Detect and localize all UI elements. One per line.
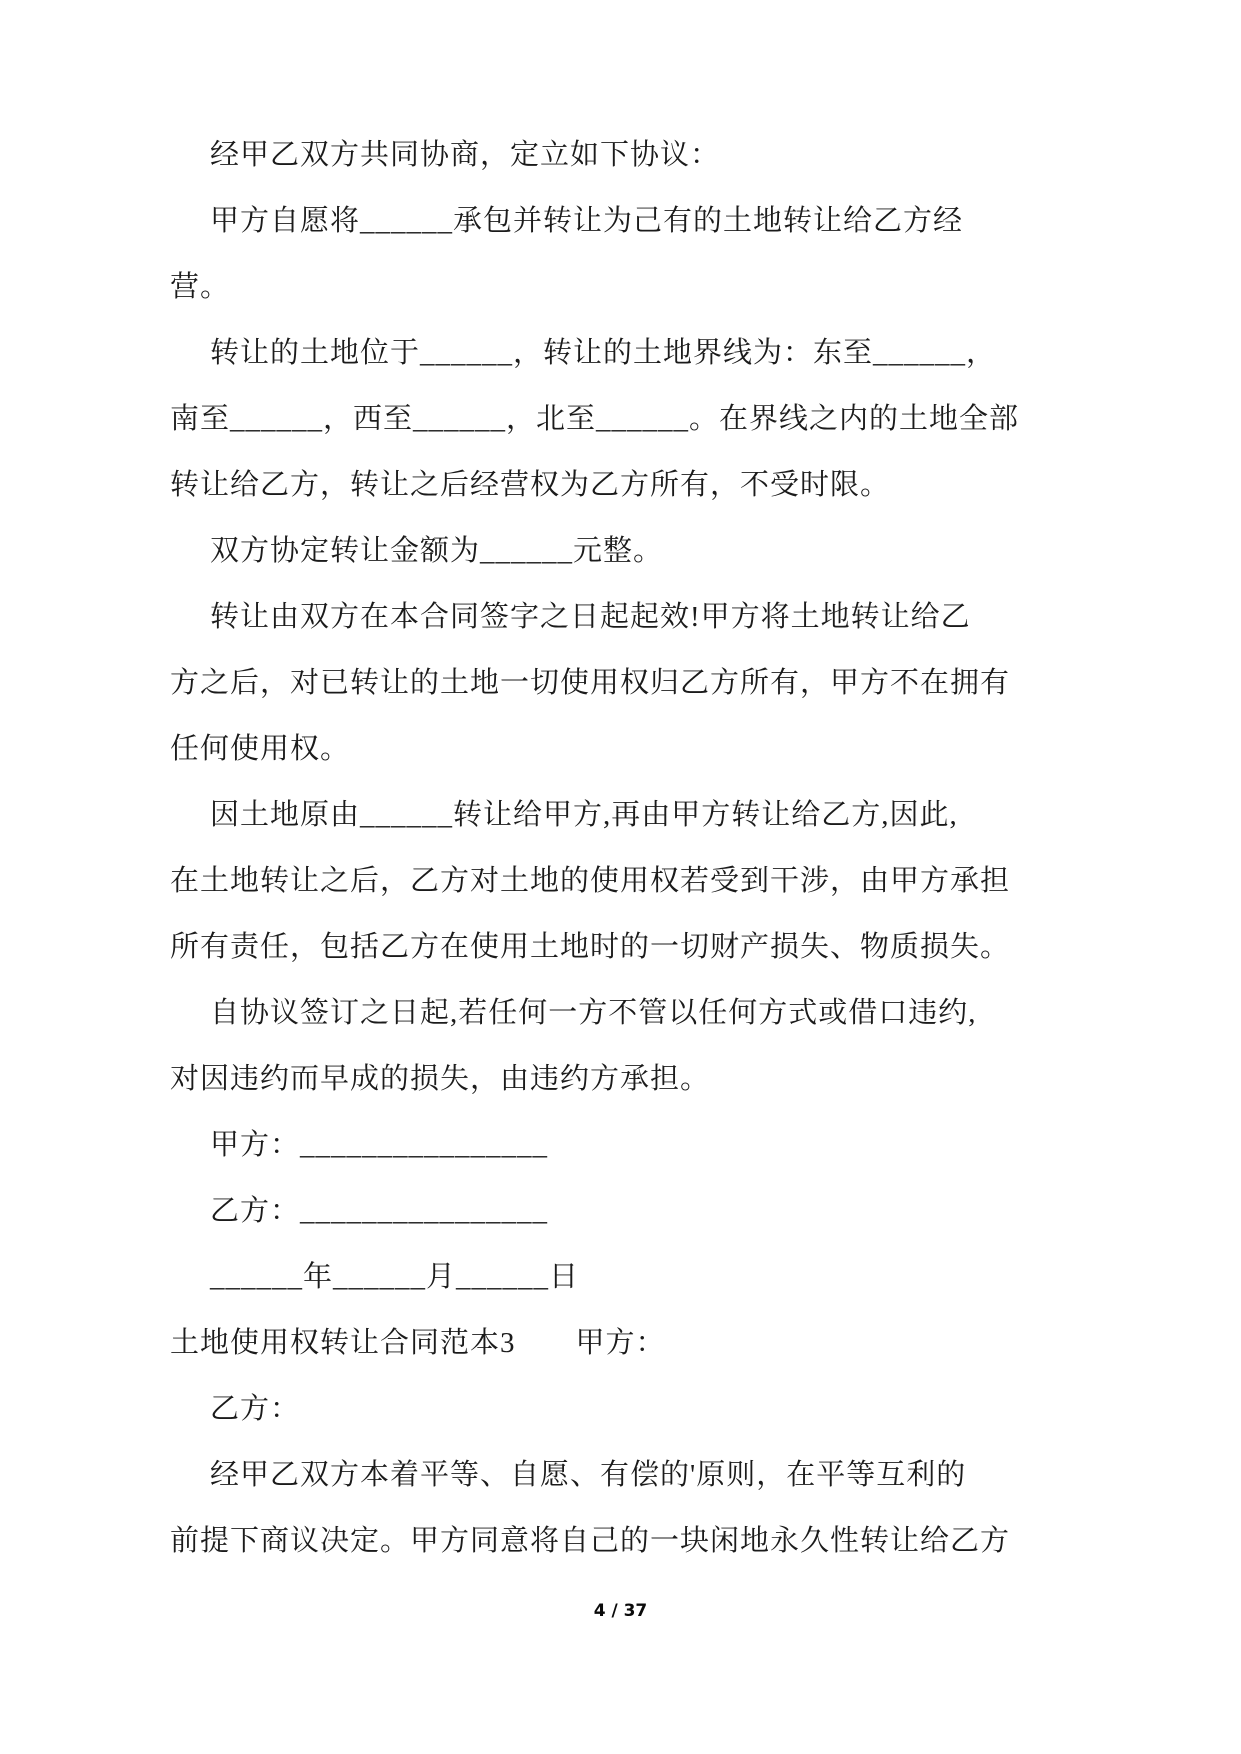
contract-line: 方之后，对已转让的土地一切使用权归乙方所有，甲方不在拥有 (170, 667, 1011, 699)
contract-line: 甲方自愿将______承包并转让为己有的土地转让给乙方经 (210, 205, 964, 237)
contract-line: 转让给乙方，转让之后经营权为乙方所有，不受时限。 (170, 469, 891, 501)
party-a-signature-line: 甲方：________________ (210, 1129, 549, 1161)
contract-line: 所有责任，包括乙方在使用土地时的一切财产损失、物质损失。 (170, 931, 1011, 963)
contract-line: 因土地原由______转让给甲方,再由甲方转让给乙方,因此, (210, 799, 958, 831)
contract-line: 南至______，西至______，北至______。在界线之内的土地全部 (170, 403, 1020, 435)
page-number: 4 / 37 (593, 1601, 648, 1621)
contract-line: 前提下商议决定。甲方同意将自己的一块闲地永久性转让给乙方 (170, 1525, 1011, 1557)
section-title: 土地使用权转让合同范本3 甲方： (170, 1327, 666, 1359)
contract-line: 经甲乙双方本着平等、自愿、有偿的'原则，在平等互利的 (210, 1459, 967, 1491)
contract-line: 乙方： (210, 1393, 301, 1425)
contract-line: 任何使用权。 (170, 733, 351, 765)
contract-body (170, 122, 1020, 1574)
contract-line: 自协议签订之日起,若任何一方不管以任何方式或借口违约, (210, 997, 977, 1029)
contract-line: 双方协定转让金额为______元整。 (210, 535, 664, 567)
contract-line: 转让由双方在本合同签字之日起起效!甲方将土地转让给乙 (210, 601, 971, 633)
contract-line: 转让的土地位于______，转让的土地界线为：东至______， (210, 337, 997, 369)
contract-line: 对因违约而早成的损失，由违约方承担。 (170, 1063, 711, 1095)
date-line: ______年______月______日 (210, 1261, 580, 1293)
contract-line: 在土地转让之后，乙方对土地的使用权若受到干涉，由甲方承担 (170, 865, 1011, 897)
contract-line: 经甲乙双方共同协商，定立如下协议： (210, 139, 721, 171)
contract-line: 营。 (170, 271, 231, 303)
party-b-signature-line: 乙方：________________ (210, 1195, 549, 1227)
